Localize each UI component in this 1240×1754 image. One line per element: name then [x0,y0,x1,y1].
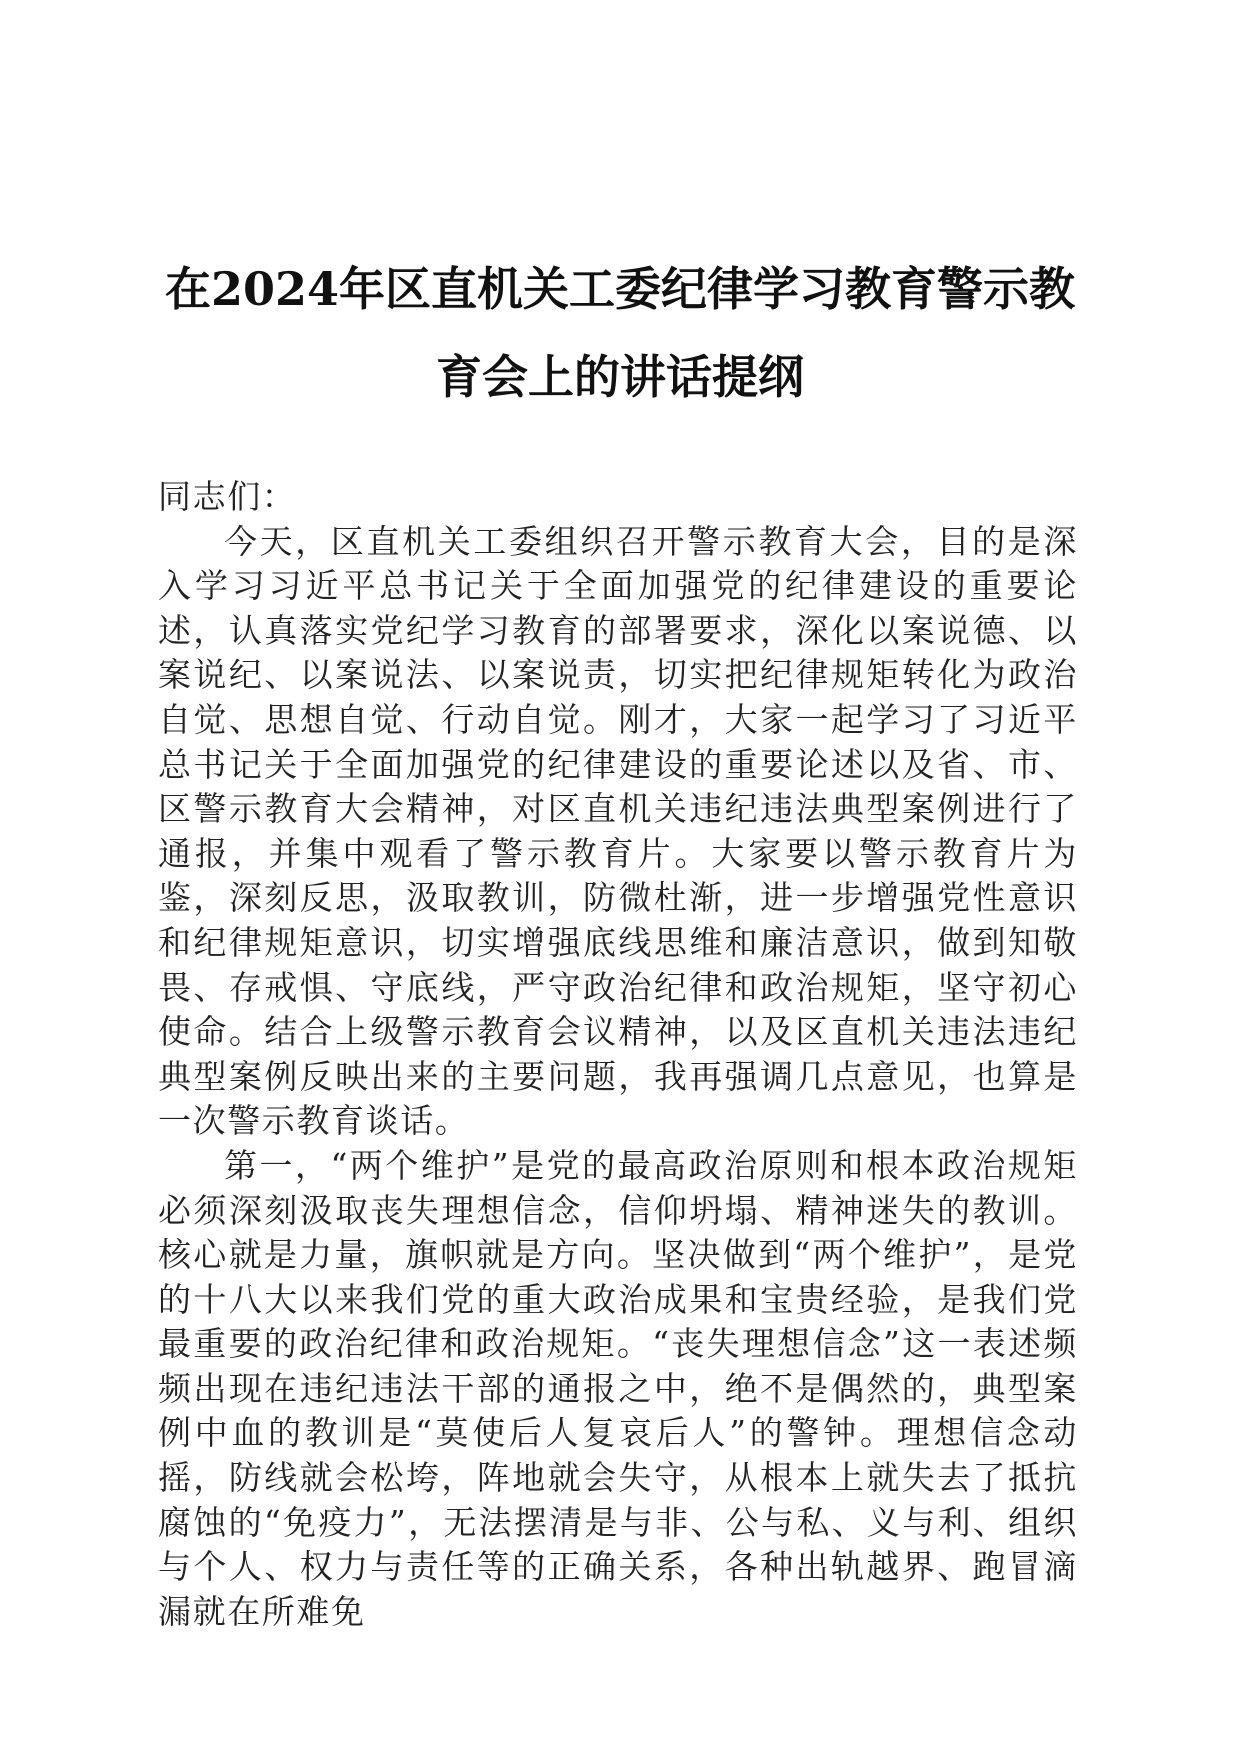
document-title-line-1: 在2024年区直机关工委纪律学习教育警示教 [164,262,1076,316]
greeting: 同志们： [158,477,297,516]
document-title-line-2: 育会上的讲话提纲 [436,350,804,404]
paragraph-1: 今天，区直机关工委组织召开警示教育大会，目的是深入学习习近平总书记关于全面加强党的纪律建设的重要论述，认真落实党纪学习教育的部署要求，深化以案说德、以案说纪、以案说法、以案说责，切实把纪律规矩转化为政治自觉、思想自觉、行动自觉。刚才，大家一起学习了习近平总书记关于全面加强党的纪律建设的重要论述以及省、市、区警示教育大会精神，对区直机关违纪违法典型案例进行了通报，并集中观看了警示教育片。大家要以警示教育片为鉴，深刻反思，汲取教训，防微杜渐，进一步增强党性意识和纪律规矩意识，切实增强底线思维和廉洁意识，做到知敬畏、存戒惧、守底线，严守政治纪律和政治规矩，坚守初心使命。结合上级警示教育会议精神，以及区直机关违法违纪典型案例反映出来的主要问题，我再强调几点意见，也算是一次警示教育谈话。 [158,521,1078,1141]
document-body [158,475,1078,1634]
paragraph-2: 第一，“两个维护”是党的最高政治原则和根本政治规矩必须深刻汲取丧失理想信念，信仰坍塌、精神迷失的教训。核心就是力量，旗帜就是方向。坚决做到“两个维护”，是党的十八大以来我们党的重大政治成果和宝贵经验，是我们党最重要的政治纪律和政治规矩。“丧失理想信念”这一表述频频出现在违纪违法干部的通报之中，绝不是偶然的，典型案例中血的教训是“莫使后人复哀后人”的警钟。理想信念动摇，防线就会松垮，阵地就会失守，从根本上就失去了抵抗腐蚀的“免疫力”，无法摆清是与非、公与私、义与利、组织与个人、权力与责任等的正确关系，各种出轨越界、跑冒滴漏就在所难免 [158,1145,1078,1631]
